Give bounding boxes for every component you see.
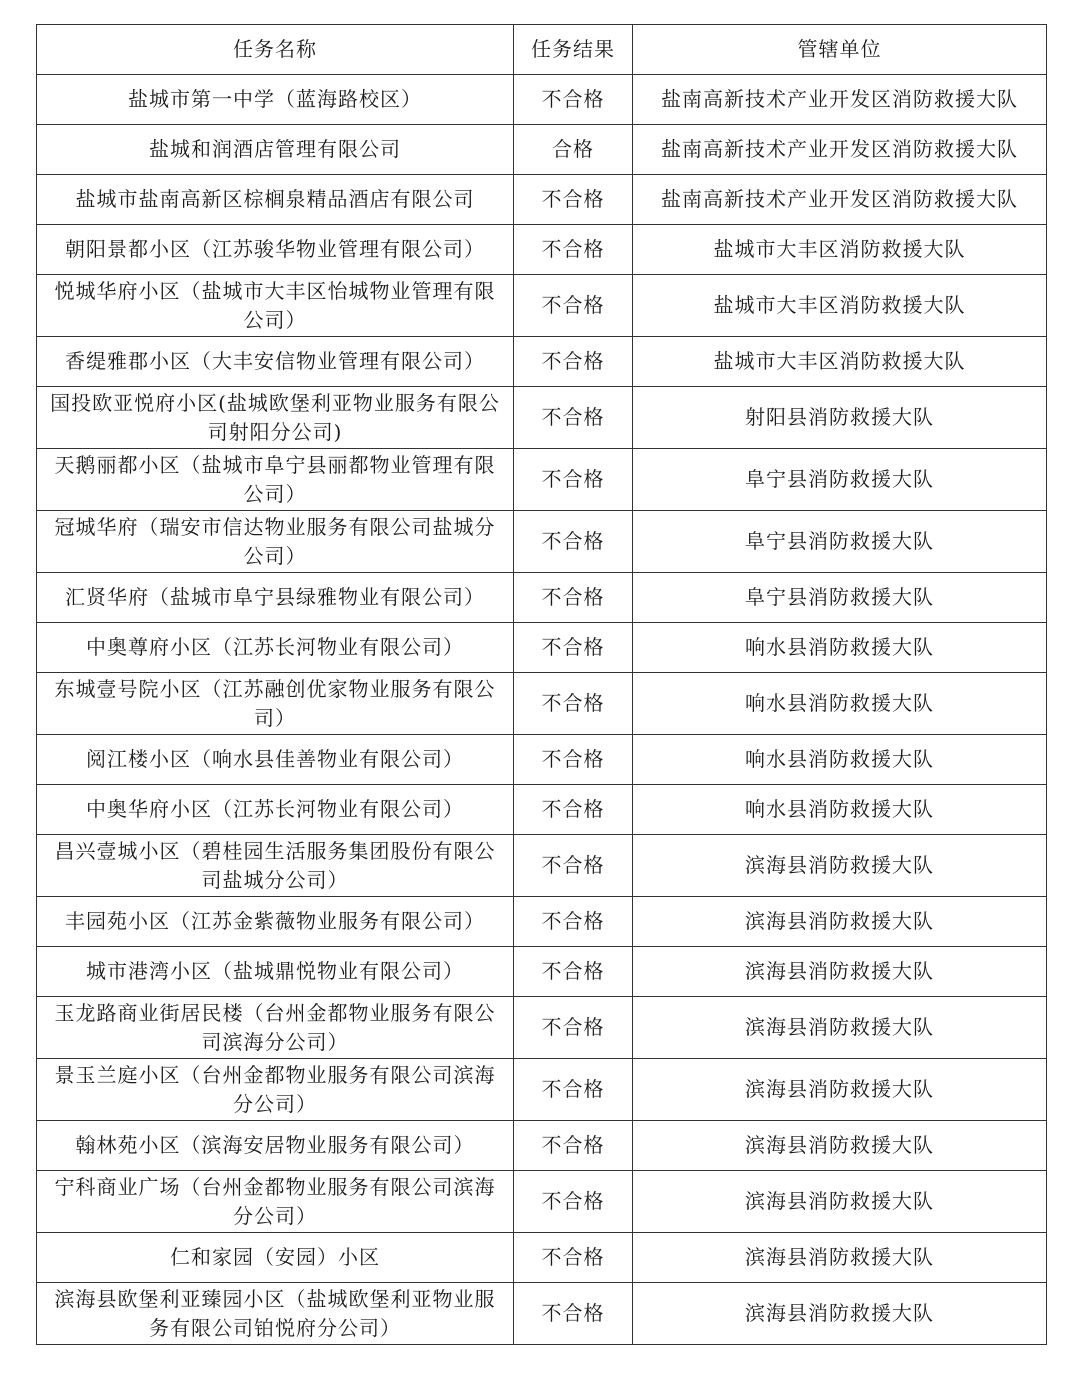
task-name-cell: 丰园苑小区（江苏金紫薇物业服务有限公司） [37,897,514,947]
jurisdiction-unit-cell: 响水县消防救援大队 [633,785,1047,835]
task-name-cell: 景玉兰庭小区（台州金都物业服务有限公司滨海分公司） [37,1059,514,1121]
task-result-cell: 不合格 [514,623,633,673]
jurisdiction-unit-cell: 滨海县消防救援大队 [633,1059,1047,1121]
task-name-cell: 悦城华府小区（盐城市大丰区怡城物业管理有限公司） [37,275,514,337]
header-task-name: 任务名称 [37,25,514,75]
task-name-cell: 滨海县欧堡利亚臻园小区（盐城欧堡利亚物业服务有限公司铂悦府分公司） [37,1283,514,1345]
jurisdiction-unit-cell: 响水县消防救援大队 [633,673,1047,735]
task-result-cell: 不合格 [514,75,633,125]
task-result-cell: 不合格 [514,735,633,785]
task-result-cell: 不合格 [514,1059,633,1121]
table-row [37,275,1047,337]
task-name-cell: 阅江楼小区（响水县佳善物业有限公司） [37,735,514,785]
table-row [37,1121,1047,1171]
jurisdiction-unit-cell: 滨海县消防救援大队 [633,1171,1047,1233]
task-result-cell: 不合格 [514,897,633,947]
task-result-cell: 合格 [514,125,633,175]
task-name-cell: 香缇雅郡小区（大丰安信物业管理有限公司） [37,337,514,387]
jurisdiction-unit-cell: 滨海县消防救援大队 [633,1283,1047,1345]
jurisdiction-unit-cell: 盐城市大丰区消防救援大队 [633,337,1047,387]
task-name-cell: 玉龙路商业街居民楼（台州金都物业服务有限公司滨海分公司） [37,997,514,1059]
table-row [37,1233,1047,1283]
jurisdiction-unit-cell: 响水县消防救援大队 [633,623,1047,673]
task-name-cell: 仁和家园（安园）小区 [37,1233,514,1283]
jurisdiction-unit-cell: 滨海县消防救援大队 [633,897,1047,947]
table-row [37,1059,1047,1121]
table-row [37,947,1047,997]
header-task-result: 任务结果 [514,25,633,75]
task-name-cell: 盐城和润酒店管理有限公司 [37,125,514,175]
jurisdiction-unit-cell: 盐南高新技术产业开发区消防救援大队 [633,175,1047,225]
table-row [37,623,1047,673]
task-name-cell: 盐城市第一中学（蓝海路校区） [37,75,514,125]
task-result-cell: 不合格 [514,785,633,835]
table-row [37,337,1047,387]
task-result-cell: 不合格 [514,997,633,1059]
jurisdiction-unit-cell: 阜宁县消防救援大队 [633,511,1047,573]
table-row [37,673,1047,735]
task-result-cell: 不合格 [514,175,633,225]
task-result-cell: 不合格 [514,1171,633,1233]
jurisdiction-unit-cell: 滨海县消防救援大队 [633,997,1047,1059]
task-result-cell: 不合格 [514,1233,633,1283]
table-row [37,125,1047,175]
jurisdiction-unit-cell: 盐城市大丰区消防救援大队 [633,225,1047,275]
task-name-cell: 中奥华府小区（江苏长河物业有限公司） [37,785,514,835]
jurisdiction-unit-cell: 射阳县消防救援大队 [633,387,1047,449]
table-row [37,897,1047,947]
task-name-cell: 宁科商业广场（台州金都物业服务有限公司滨海分公司） [37,1171,514,1233]
jurisdiction-unit-cell: 盐南高新技术产业开发区消防救援大队 [633,125,1047,175]
table-row [37,175,1047,225]
jurisdiction-unit-cell: 滨海县消防救援大队 [633,1121,1047,1171]
task-name-cell: 朝阳景都小区（江苏骏华物业管理有限公司） [37,225,514,275]
jurisdiction-unit-cell: 阜宁县消防救援大队 [633,573,1047,623]
table-header-row [37,25,1047,75]
task-name-cell: 国投欧亚悦府小区(盐城欧堡利亚物业服务有限公司射阳分公司) [37,387,514,449]
table-row [37,997,1047,1059]
task-name-cell: 城市港湾小区（盐城鼎悦物业有限公司） [37,947,514,997]
jurisdiction-unit-cell: 滨海县消防救援大队 [633,835,1047,897]
task-name-cell: 冠城华府（瑞安市信达物业服务有限公司盐城分公司） [37,511,514,573]
table-row [37,835,1047,897]
table-row [37,735,1047,785]
jurisdiction-unit-cell: 滨海县消防救援大队 [633,1233,1047,1283]
task-result-cell: 不合格 [514,1283,633,1345]
task-name-cell: 天鹅丽都小区（盐城市阜宁县丽都物业管理有限公司） [37,449,514,511]
header-jurisdiction-unit: 管辖单位 [633,25,1047,75]
task-result-cell: 不合格 [514,387,633,449]
task-name-cell: 翰林苑小区（滨海安居物业服务有限公司） [37,1121,514,1171]
task-result-cell: 不合格 [514,673,633,735]
task-result-cell: 不合格 [514,947,633,997]
task-result-cell: 不合格 [514,337,633,387]
table-row [37,511,1047,573]
jurisdiction-unit-cell: 滨海县消防救援大队 [633,947,1047,997]
jurisdiction-unit-cell: 响水县消防救援大队 [633,735,1047,785]
jurisdiction-unit-cell: 盐城市大丰区消防救援大队 [633,275,1047,337]
table-row [37,449,1047,511]
table-row [37,785,1047,835]
table-row [37,573,1047,623]
inspection-results-table [36,24,1047,1345]
task-name-cell: 昌兴壹城小区（碧桂园生活服务集团股份有限公司盐城分公司） [37,835,514,897]
task-name-cell: 盐城市盐南高新区棕榈泉精品酒店有限公司 [37,175,514,225]
table-row [37,1171,1047,1233]
table-row [37,75,1047,125]
task-result-cell: 不合格 [514,275,633,337]
task-result-cell: 不合格 [514,1121,633,1171]
table-row [37,387,1047,449]
task-result-cell: 不合格 [514,835,633,897]
table-row [37,225,1047,275]
table-row [37,1283,1047,1345]
task-name-cell: 中奥尊府小区（江苏长河物业有限公司） [37,623,514,673]
jurisdiction-unit-cell: 盐南高新技术产业开发区消防救援大队 [633,75,1047,125]
task-result-cell: 不合格 [514,573,633,623]
jurisdiction-unit-cell: 阜宁县消防救援大队 [633,449,1047,511]
task-result-cell: 不合格 [514,449,633,511]
task-result-cell: 不合格 [514,511,633,573]
task-name-cell: 汇贤华府（盐城市阜宁县绿雅物业有限公司） [37,573,514,623]
task-name-cell: 东城壹号院小区（江苏融创优家物业服务有限公司） [37,673,514,735]
task-result-cell: 不合格 [514,225,633,275]
